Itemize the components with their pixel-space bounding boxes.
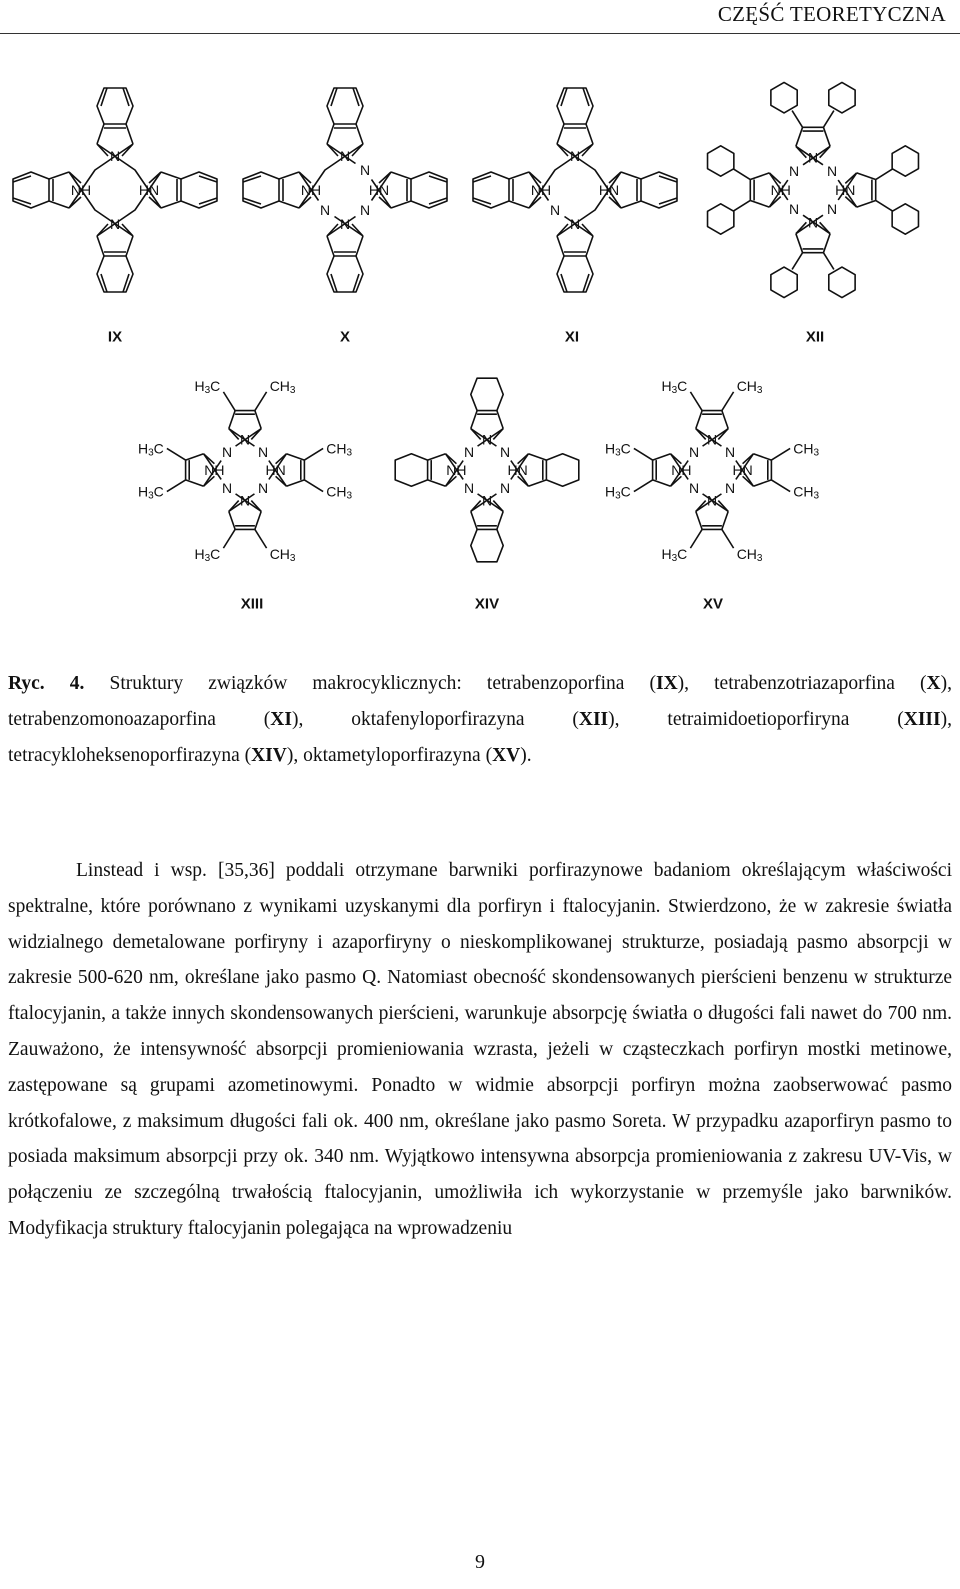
xiii-methyl-group: $H_3C$ xyxy=(137,483,164,502)
xii-bridge-nitrogen: N xyxy=(826,163,838,179)
xii-phenyl-bond xyxy=(823,253,833,270)
xii-pyrrole-bond xyxy=(857,173,876,180)
xv-pyrrole-bond xyxy=(653,454,671,460)
x-pyrrole-bond xyxy=(391,201,411,208)
ix-pyrrole-bond xyxy=(161,172,181,179)
xv-pyrrole-nitrogen: N xyxy=(706,431,718,448)
xiv-cyclohexene-ring xyxy=(471,529,503,561)
xiii-methyl-bond xyxy=(255,529,267,548)
xi-benzo-ring xyxy=(557,88,593,124)
x-benzo-double xyxy=(243,198,261,204)
xv-methyl-bond xyxy=(690,529,702,548)
xiv-pyrrole-bond xyxy=(428,480,446,486)
xv-methyl-bond xyxy=(771,480,790,492)
caption-text-6: ), tetracykloheksenoporfirazyna ( xyxy=(8,708,952,766)
xii-pyrrole-bond xyxy=(823,127,830,146)
caption-text-5: ), tetraimidoetioporfiryna ( xyxy=(608,708,904,730)
xii-phenyl-bond xyxy=(792,253,802,270)
ix-benzo-ring xyxy=(13,172,49,208)
xv-pyrrole-bond xyxy=(753,454,771,460)
xiii-methyl-bond xyxy=(223,392,235,411)
xiii-pyrrole-bond xyxy=(186,480,204,486)
xv-bridge-nitrogen: N xyxy=(724,444,736,460)
x-benzo-ring xyxy=(243,172,279,208)
xi-benzo-double xyxy=(561,88,567,106)
xi-pyrrole-bond xyxy=(621,201,641,208)
xii-phenyl-bond xyxy=(876,200,893,210)
xii-bridge-nitrogen: N xyxy=(788,201,800,217)
xiii-methyl-group: $H_3C$ xyxy=(194,546,221,564)
x-benzo-double xyxy=(429,176,447,182)
xi-pyrrole-bond xyxy=(557,124,564,144)
xv-methyl-group: $H_3C$ xyxy=(661,546,688,564)
page-number: 9 xyxy=(475,1551,485,1573)
x-bridge-nitrogen: N xyxy=(359,202,371,218)
xiii-pyrrole-nitrogen: N xyxy=(239,431,251,448)
x-benzo-double xyxy=(353,88,359,106)
ix-benzo-ring xyxy=(181,172,217,208)
xi-benzo-double xyxy=(473,176,491,182)
xiv-bridge-nitrogen: N xyxy=(463,444,475,460)
compound-label-IX: IX xyxy=(107,328,123,346)
compound-label-XV: XV xyxy=(702,595,724,613)
xiv-pyrrole-nitrogen: NH xyxy=(446,462,467,478)
xii-pyrrole-bond xyxy=(750,200,769,207)
xiv-pyrrole-bond xyxy=(528,480,546,486)
xiii-methyl-group: $H_3C$ xyxy=(194,377,221,396)
compound-label-XI: XI xyxy=(564,328,580,346)
xii-phenyl-bond xyxy=(734,169,751,179)
xiii-pyrrole-nitrogen: N xyxy=(239,492,251,509)
ix-benzo-double xyxy=(13,176,31,182)
xiii-pyrrole-bond xyxy=(186,454,204,460)
x-pyrrole-nitrogen: NH xyxy=(300,182,322,198)
xi-pyrrole-bond xyxy=(586,236,593,256)
xii-pyrrole-bond xyxy=(823,234,830,253)
xiii-methyl-group: $CH_3$ xyxy=(269,377,296,396)
x-pyrrole-bond xyxy=(327,236,334,256)
xii-pyrrole-bond xyxy=(796,234,803,253)
xv-methyl-bond xyxy=(722,392,734,411)
xiii-pyrrole-bond xyxy=(229,511,235,529)
xiii-pyrrole-nitrogen: NH xyxy=(204,462,225,478)
xii-phenyl-ring xyxy=(829,82,855,112)
xi-pyrrole-nitrogen: N xyxy=(569,148,581,164)
ix-pyrrole-nitrogen: HN xyxy=(138,182,160,198)
xv-methyl-bond xyxy=(634,480,653,492)
ix-pyrrole-nitrogen: N xyxy=(109,216,121,232)
xiii-methyl-bond xyxy=(304,480,323,492)
xiii-bridge-nitrogen: N xyxy=(257,444,269,460)
xv-pyrrole-bond xyxy=(696,411,702,429)
xii-phenyl-ring xyxy=(892,204,918,234)
xii-pyrrole-nitrogen: N xyxy=(807,149,819,166)
xiv-pyrrole-nitrogen: N xyxy=(481,492,493,509)
xi-pyrrole-bond xyxy=(586,124,593,144)
xiv-pyrrole-bond xyxy=(497,411,503,429)
xii-pyrrole-nitrogen: NH xyxy=(770,182,791,198)
ix-benzo-double xyxy=(123,88,129,106)
xi-bridge-nitrogen: N xyxy=(549,202,561,218)
xi-benzo-double xyxy=(659,176,677,182)
xi-benzo-double xyxy=(561,274,567,292)
xiii-bridge-nitrogen: N xyxy=(221,444,233,460)
caption-ref-XI: XI xyxy=(270,708,292,730)
x-benzo-double xyxy=(243,176,261,182)
caption-ref-XII: XII xyxy=(578,708,609,730)
xiii-methyl-bond xyxy=(304,448,323,460)
xii-bridge-nitrogen: N xyxy=(788,163,800,179)
xiii-pyrrole-bond xyxy=(286,480,304,486)
xv-methyl-bond xyxy=(690,392,702,411)
xiii-methyl-bond xyxy=(167,480,186,492)
xv-methyl-group: $CH_3$ xyxy=(736,377,763,396)
caption-ref-XIV: XIV xyxy=(251,744,287,766)
xv-bridge-nitrogen: N xyxy=(688,480,700,496)
xv-pyrrole-nitrogen: HN xyxy=(732,462,753,478)
x-pyrrole-nitrogen: N xyxy=(339,148,351,164)
xi-benzo-ring xyxy=(557,256,593,292)
xii-phenyl-bond xyxy=(792,111,802,128)
compound-label-XII: XII xyxy=(805,328,825,346)
xi-benzo-ring xyxy=(473,172,509,208)
caption-prefix: Ryc. 4. xyxy=(8,673,85,694)
ix-pyrrole-bond xyxy=(49,201,69,208)
xii-phenyl-ring xyxy=(708,146,734,176)
caption-text-3: ), tetrabenzomonoazaporfina ( xyxy=(8,673,952,730)
xii-pyrrole-nitrogen: HN xyxy=(835,182,856,198)
caption-text-1: Struktury związków makrocyklicznych: tetrabenzoporfina ( xyxy=(109,673,656,694)
xiv-bridge-nitrogen: N xyxy=(499,444,511,460)
ix-pyrrole-nitrogen: N xyxy=(109,148,121,164)
xiii-pyrrole-bond xyxy=(255,411,261,429)
header-rule xyxy=(0,33,960,34)
xii-phenyl-ring xyxy=(829,267,855,297)
xi-pyrrole-bond xyxy=(509,172,529,179)
x-bridge-nitrogen: N xyxy=(319,202,331,218)
xv-pyrrole-bond xyxy=(753,480,771,486)
x-benzo-ring xyxy=(327,88,363,124)
x-benzo-ring xyxy=(327,256,363,292)
x-pyrrole-nitrogen: N xyxy=(339,216,351,232)
xiii-methyl-group: $CH_3$ xyxy=(269,546,296,564)
xiv-cyclohexene-ring xyxy=(395,454,427,486)
x-pyrrole-bond xyxy=(356,124,363,144)
xiv-pyrrole-bond xyxy=(471,511,477,529)
xiii-methyl-group: $H_3C$ xyxy=(137,440,164,458)
xv-methyl-group: $H_3C$ xyxy=(661,377,688,396)
xi-pyrrole-nitrogen: NH xyxy=(530,182,552,198)
xv-methyl-group: $CH_3$ xyxy=(793,483,820,502)
xiii-methyl-bond xyxy=(223,529,235,548)
xiv-pyrrole-bond xyxy=(497,511,503,529)
xiii-methyl-bond xyxy=(255,392,267,411)
xv-methyl-group: $H_3C$ xyxy=(604,483,631,502)
xv-bridge-nitrogen: N xyxy=(688,444,700,460)
xv-methyl-bond xyxy=(722,529,734,548)
xii-phenyl-bond xyxy=(734,200,751,210)
caption-text-4: ), oktafenyloporfirazyna ( xyxy=(291,708,579,730)
x-benzo-double xyxy=(331,88,337,106)
xi-pyrrole-bond xyxy=(509,201,529,208)
xii-pyrrole-bond xyxy=(796,127,803,146)
xiv-pyrrole-bond xyxy=(528,454,546,460)
ix-pyrrole-bond xyxy=(161,201,181,208)
x-bridge-nitrogen: N xyxy=(359,162,371,178)
xiii-pyrrole-bond xyxy=(255,511,261,529)
caption-ref-XIII: XIII xyxy=(903,708,941,730)
xi-benzo-double xyxy=(659,198,677,204)
xii-pyrrole-bond xyxy=(750,173,769,180)
compound-label-X: X xyxy=(339,328,351,346)
x-benzo-ring xyxy=(411,172,447,208)
xii-phenyl-bond xyxy=(876,169,893,179)
xv-methyl-bond xyxy=(634,448,653,460)
caption-ref-IX: IX xyxy=(656,673,678,694)
xiii-pyrrole-bond xyxy=(229,411,235,429)
xiii-methyl-bond xyxy=(167,448,186,460)
xv-methyl-group: $H_3C$ xyxy=(604,440,631,458)
xiv-cyclohexene-ring xyxy=(471,378,503,410)
caption-text-7: ), oktametyloporfirazyna ( xyxy=(286,744,493,766)
ix-pyrrole-bond xyxy=(126,124,133,144)
figure-caption xyxy=(8,666,952,773)
figure-structures xyxy=(0,40,960,620)
xv-pyrrole-bond xyxy=(722,411,728,429)
x-pyrrole-bond xyxy=(327,124,334,144)
xv-pyrrole-nitrogen: NH xyxy=(671,462,692,478)
compound-label-XIV: XIV xyxy=(474,595,500,613)
xi-benzo-double xyxy=(473,198,491,204)
ix-benzo-double xyxy=(13,198,31,204)
xv-methyl-bond xyxy=(771,448,790,460)
xiv-pyrrole-bond xyxy=(428,454,446,460)
ix-benzo-double xyxy=(101,88,107,106)
ix-pyrrole-bond xyxy=(126,236,133,256)
body-paragraph: Linstead i wsp. [35,36] poddali otrzymane barwniki porfirazynowe badaniom określającym właściwości spektralne, które porównano z wynikami uzyskanymi dla porfiryn i ftalocyjanin. Stwierdzono, że w zakresie światła widzialnego demetalowane porfiryny i azaporfiryny o nieskomplikowanej strukturze, posiadają pasmo absorpcji w zakresie 500-620 nm, określane jako pasmo Q. Natomiast obecność skondensowanych pierścieni benzenu w strukturze ftalocyjanin, a także innych skondensowanych pierścieni, warunkuje absorpcję światła o długości fali nawet do 700 nm. Zauważono, że intensywność absorpcji promieniowania wzrasta, jeżeli w cząsteczkach porfiryn mostki metinowe, zastępowane są grupami azometinowymi. Ponadto w widmie absorpcji porfiryn można zaobserwować pasmo krótkofalowe, z maksimum długości fali ok. 400 nm, określane jako pasmo Soreta. W przypadku azaporfiryn pasmo to posiada maksimum absorpcji przy ok. 340 nm. Wyjątkowo intensywna absorpcja promieniowania z zakresu UV-Vis, w połączeniu ze szczególną trwałością ftalocyjanin, umożliwiła ich wykorzystanie w przemyśle jako barwników. Modyfikacja struktury ftalocyjanin polegająca na wprowadzeniu xyxy=(8,860,952,1239)
ix-pyrrole-bond xyxy=(49,172,69,179)
xi-benzo-double xyxy=(583,88,589,106)
xi-pyrrole-bond xyxy=(557,236,564,256)
xv-methyl-group: $CH_3$ xyxy=(736,546,763,564)
xv-pyrrole-bond xyxy=(653,480,671,486)
x-pyrrole-bond xyxy=(279,201,299,208)
xiii-pyrrole-bond xyxy=(286,454,304,460)
ix-pyrrole-nitrogen: NH xyxy=(70,182,92,198)
ix-benzo-ring xyxy=(97,256,133,292)
xii-phenyl-ring xyxy=(771,267,797,297)
x-benzo-double xyxy=(331,274,337,292)
xiv-pyrrole-bond xyxy=(471,411,477,429)
x-benzo-double xyxy=(429,198,447,204)
xii-bridge-nitrogen: N xyxy=(826,201,838,217)
xv-pyrrole-nitrogen: N xyxy=(706,492,718,509)
xi-benzo-ring xyxy=(641,172,677,208)
xi-pyrrole-nitrogen: HN xyxy=(598,182,620,198)
ix-benzo-double xyxy=(199,176,217,182)
xiii-methyl-group: $CH_3$ xyxy=(326,440,353,458)
x-pyrrole-nitrogen: HN xyxy=(368,182,390,198)
xii-phenyl-ring xyxy=(771,82,797,112)
xii-phenyl-ring xyxy=(892,146,918,176)
xii-phenyl-bond xyxy=(823,111,833,128)
xi-pyrrole-bond xyxy=(621,172,641,179)
xi-pyrrole-nitrogen: N xyxy=(569,216,581,232)
x-pyrrole-bond xyxy=(391,172,411,179)
ix-benzo-double xyxy=(101,274,107,292)
caption-ref-XV: XV xyxy=(492,744,521,766)
xiv-pyrrole-nitrogen: N xyxy=(481,431,493,448)
x-pyrrole-bond xyxy=(279,172,299,179)
xv-pyrrole-bond xyxy=(696,511,702,529)
xi-benzo-double xyxy=(583,274,589,292)
x-benzo-double xyxy=(353,274,359,292)
running-header: CZĘŚĆ TEORETYCZNA xyxy=(717,2,946,26)
xiii-bridge-nitrogen: N xyxy=(257,480,269,496)
caption-ref-X: X xyxy=(926,673,941,694)
ix-pyrrole-bond xyxy=(97,236,104,256)
xv-pyrrole-bond xyxy=(722,511,728,529)
xiv-bridge-nitrogen: N xyxy=(499,480,511,496)
caption-text-2: ), tetrabenzotriazaporfina ( xyxy=(677,673,927,694)
ix-benzo-ring xyxy=(97,88,133,124)
xiv-pyrrole-nitrogen: HN xyxy=(507,462,528,478)
ix-benzo-double xyxy=(123,274,129,292)
xiii-methyl-group: $CH_3$ xyxy=(326,483,353,502)
xv-methyl-group: $CH_3$ xyxy=(793,440,820,458)
x-pyrrole-bond xyxy=(356,236,363,256)
caption-text-8: ). xyxy=(520,744,532,766)
ix-pyrrole-bond xyxy=(97,124,104,144)
compound-label-XIII: XIII xyxy=(240,595,264,613)
xv-bridge-nitrogen: N xyxy=(724,480,736,496)
xiv-bridge-nitrogen: N xyxy=(463,480,475,496)
xii-pyrrole-bond xyxy=(857,200,876,207)
xii-pyrrole-nitrogen: N xyxy=(807,214,819,231)
xiii-pyrrole-nitrogen: HN xyxy=(265,462,286,478)
ix-benzo-double xyxy=(199,198,217,204)
xiii-bridge-nitrogen: N xyxy=(221,480,233,496)
xiv-cyclohexene-ring xyxy=(546,454,578,486)
xii-phenyl-ring xyxy=(708,204,734,234)
